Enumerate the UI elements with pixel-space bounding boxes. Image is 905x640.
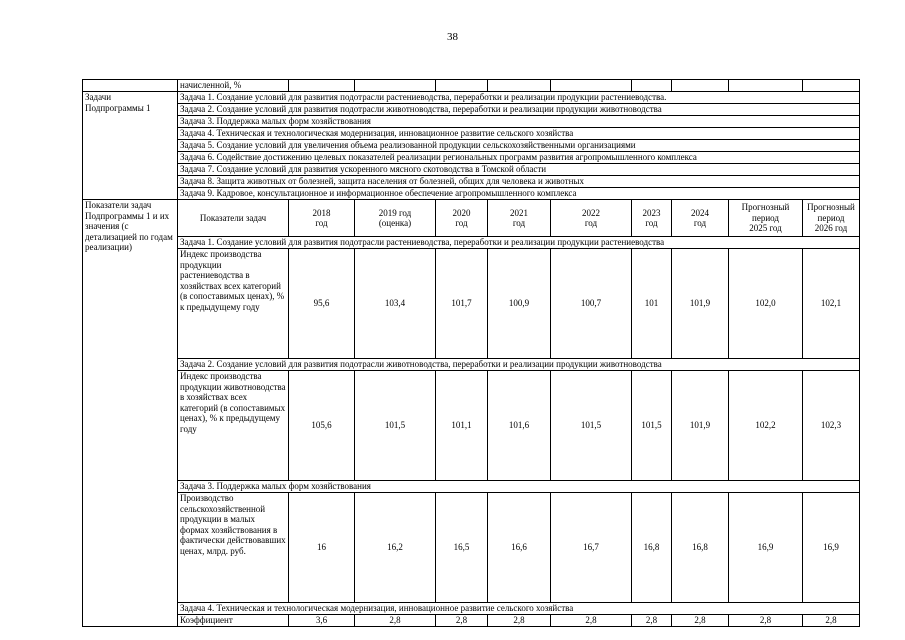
indicator-value: 2,8 [632, 615, 672, 627]
task-item: Задача 4. Техническая и технологическая модернизация, инновационное развитие сельского хозяйства [178, 128, 860, 140]
column-header: 2023 год [632, 200, 672, 237]
indicator-name: Индекс производства продукции животноводства в хозяйствах всех категорий (в сопоставимых ценах), % к предыдущему году [178, 371, 289, 481]
table-row [83, 116, 860, 128]
column-header: 2020 год [436, 200, 488, 237]
task-item: Задача 5. Создание условий для увеличения объема реализованной продукции сельскохозяйственными организациями [178, 140, 860, 152]
task-item: Задача 8. Защита животных от болезней, защита населения от болезней, общих для человека и животных [178, 176, 860, 188]
indicator-name: Коэффициент [178, 615, 289, 627]
column-header: 2018 год [289, 200, 355, 237]
empty-cell [83, 80, 178, 92]
indicator-row [83, 615, 860, 627]
indicator-row [83, 493, 860, 603]
indicator-row [83, 371, 860, 481]
column-header: 2021 год [488, 200, 551, 237]
indicator-value: 101,5 [355, 371, 436, 481]
table-row [83, 152, 860, 164]
table-header-row [83, 200, 860, 237]
indicator-value: 102,1 [803, 249, 860, 359]
task-item: Задача 7. Создание условий для развития ускоренного мясного скотоводства в Томской области [178, 164, 860, 176]
task-item: Задача 2. Создание условий для развития подотрасли животноводства, переработки и реализации продукции животноводства [178, 104, 860, 116]
table-row [83, 164, 860, 176]
indicator-value: 101,9 [672, 249, 729, 359]
indicator-value: 16,9 [729, 493, 803, 603]
indicator-value: 2,8 [672, 615, 729, 627]
section-title: Задача 3. Поддержка малых форм хозяйствования [178, 481, 860, 493]
indicator-value: 16,5 [436, 493, 488, 603]
column-header: 2019 год (оценка) [355, 200, 436, 237]
indicator-value: 101,7 [436, 249, 488, 359]
empty-cell [488, 80, 551, 92]
indicator-value: 95,6 [289, 249, 355, 359]
section-title-row [83, 603, 860, 615]
section-title-row [83, 481, 860, 493]
indicator-value: 101,1 [436, 371, 488, 481]
table-row [83, 80, 860, 92]
indicator-value: 101,5 [632, 371, 672, 481]
task-item: Задача 9. Кадровое, консультационное и информационное обеспечение агропромышленного комплекса [178, 188, 860, 200]
indicator-value: 100,7 [551, 249, 632, 359]
pokazateli-label: Показатели задач Подпрограммы 1 и их значения (с детализацией по годам реализации) [83, 200, 178, 627]
empty-cell [551, 80, 632, 92]
indicator-value: 2,8 [803, 615, 860, 627]
column-header: 2024 год [672, 200, 729, 237]
indicator-value: 16,7 [551, 493, 632, 603]
indicator-value: 101 [632, 249, 672, 359]
section-title-row [83, 359, 860, 371]
table-row [83, 92, 860, 104]
task-item: Задача 1. Создание условий для развития подотрасли растениеводства, переработки и реализации продукции растениеводства. [178, 92, 860, 104]
table-row [83, 188, 860, 200]
indicator-value: 16,2 [355, 493, 436, 603]
indicator-name: Производство сельскохозяйственной продукции в малых формах хозяйствования в фактически действовавших ценах, млрд. руб. [178, 493, 289, 603]
indicator-value: 2,8 [729, 615, 803, 627]
indicator-value: 2,8 [488, 615, 551, 627]
page-number: 38 [447, 31, 458, 43]
table-row [83, 140, 860, 152]
indicator-value: 102,0 [729, 249, 803, 359]
indicator-row [83, 249, 860, 359]
indicator-value: 3,6 [289, 615, 355, 627]
empty-cell [436, 80, 488, 92]
section-title: Задача 1. Создание условий для развития подотрасли растениеводства, переработки и реализации продукции растениеводства [178, 237, 860, 249]
empty-cell [803, 80, 860, 92]
column-header: Прогнозный период 2026 год [803, 200, 860, 237]
indicator-value: 105,6 [289, 371, 355, 481]
column-header: Прогнозный период 2025 год [729, 200, 803, 237]
top-row-label: начисленной, % [178, 80, 289, 92]
task-item: Задача 6. Содействие достижению целевых показателей реализации региональных программ развития агропромышленного комплекса [178, 152, 860, 164]
section-title: Задача 4. Техническая и технологическая модернизация, инновационное развитие сельского хозяйства [178, 603, 860, 615]
section-title: Задача 2. Создание условий для развития подотрасли животноводства, переработки и реализации продукции животноводства [178, 359, 860, 371]
empty-cell [632, 80, 672, 92]
indicator-value: 2,8 [551, 615, 632, 627]
column-header: Показатели задач [178, 200, 289, 237]
indicator-value: 101,9 [672, 371, 729, 481]
indicator-value: 102,3 [803, 371, 860, 481]
empty-cell [672, 80, 729, 92]
indicator-value: 16,9 [803, 493, 860, 603]
indicator-value: 103,4 [355, 249, 436, 359]
section-title-row [83, 237, 860, 249]
indicator-value: 101,6 [488, 371, 551, 481]
indicator-value: 100,9 [488, 249, 551, 359]
indicator-value: 2,8 [355, 615, 436, 627]
indicator-value: 16,6 [488, 493, 551, 603]
indicator-value: 16,8 [672, 493, 729, 603]
table-body [83, 80, 860, 627]
zadachi-label: Задачи Подпрограммы 1 [83, 92, 178, 200]
indicator-value: 16,8 [632, 493, 672, 603]
indicator-name: Индекс производства продукции растениеводства в хозяйствах всех категорий (в сопоставимых ценах), % к предыдущему году [178, 249, 289, 359]
indicator-value: 102,2 [729, 371, 803, 481]
indicator-value: 16 [289, 493, 355, 603]
empty-cell [289, 80, 355, 92]
empty-cell [729, 80, 803, 92]
subprogram-table [82, 79, 860, 627]
column-header: 2022 год [551, 200, 632, 237]
table-row [83, 128, 860, 140]
table-row [83, 176, 860, 188]
empty-cell [355, 80, 436, 92]
table-row [83, 104, 860, 116]
task-item: Задача 3. Поддержка малых форм хозяйствования [178, 116, 860, 128]
indicator-value: 101,5 [551, 371, 632, 481]
indicator-value: 2,8 [436, 615, 488, 627]
